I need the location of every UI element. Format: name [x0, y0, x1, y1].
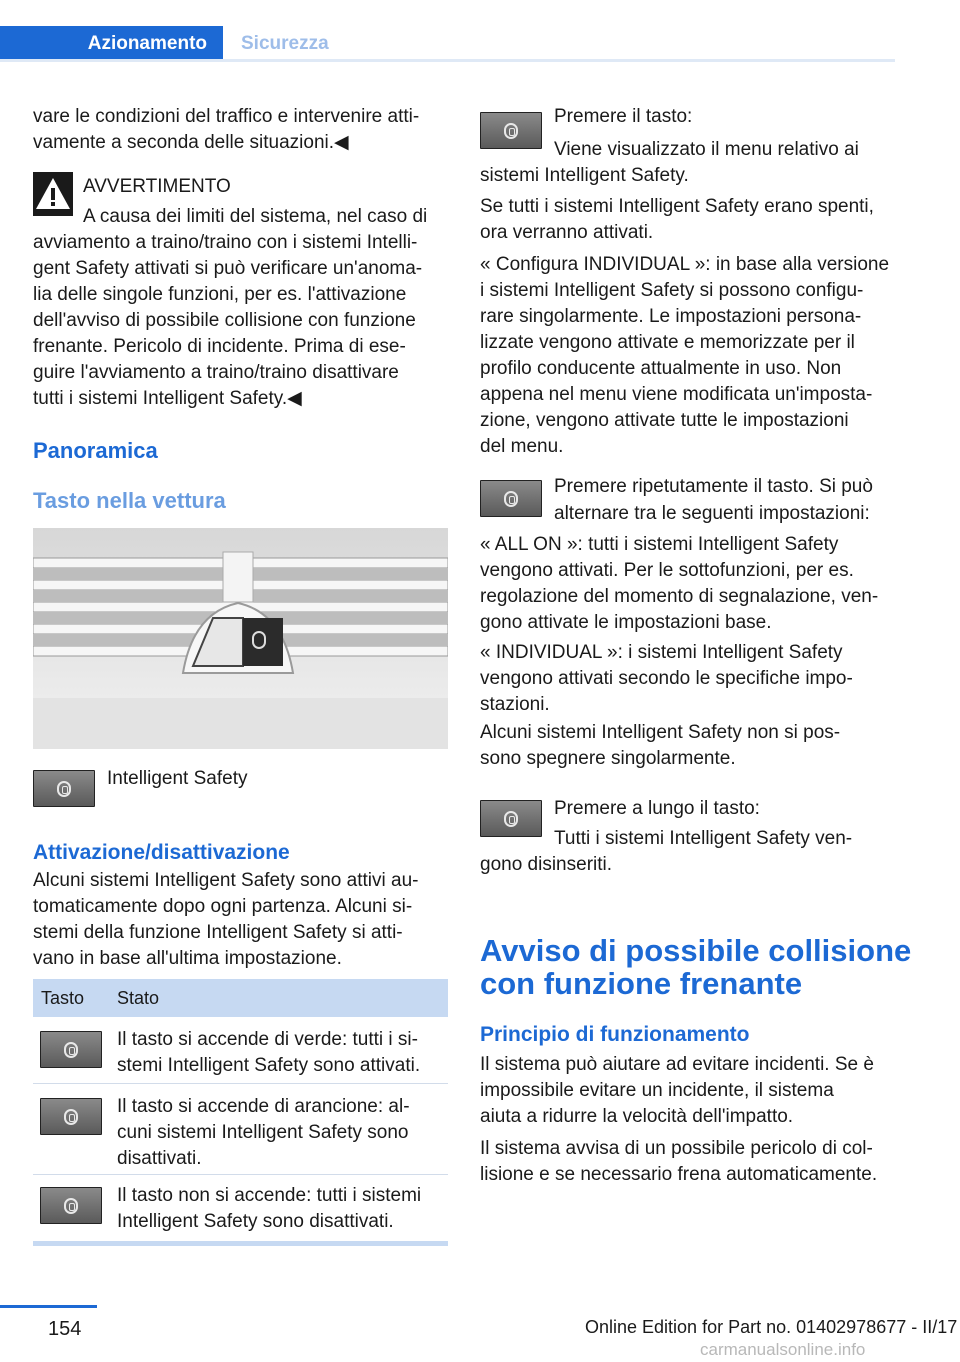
para-spenti [480, 194, 900, 246]
left-intro [33, 104, 453, 156]
heading-avviso-line: Avviso di possibile collisione [480, 933, 912, 968]
text-line: profilo conducente attualmente in uso. Non [480, 358, 842, 379]
para-alcuni [480, 720, 900, 772]
attivazione-text [33, 868, 453, 972]
text-line: lia delle singole funzioni, per es. l'attivazione [33, 284, 407, 305]
intelligent-safety-key-icon [480, 112, 542, 149]
text-line: Alcuni sistemi Intelligent Safety non si pos‐ [480, 722, 841, 743]
para-avvisa [480, 1136, 900, 1188]
text-line: impossibile evitare un incidente, il sistema [480, 1080, 834, 1101]
warning-title-block [83, 174, 453, 200]
key-off-icon [40, 1187, 102, 1224]
text-line: tutti i sistemi Intelligent Safety.◀ [33, 388, 302, 409]
heading-avviso-line: con funzione frenante [480, 966, 803, 1001]
watermark: carmanualsonline.info [700, 1340, 866, 1359]
text-line: Alcuni sistemi Intelligent Safety sono attivi au‐ [33, 870, 419, 891]
heading-avviso [480, 934, 911, 1000]
page-number: 154 [48, 1318, 82, 1340]
text-line: del menu. [480, 436, 564, 457]
text-line: vamente a seconda delle situazioni.◀ [33, 132, 349, 153]
text-line: Il sistema avvisa di un possibile pericolo di col‐ [480, 1138, 873, 1159]
text-line: vengono attivati secondo le specifiche impo‐ [480, 668, 853, 689]
text-line: aiuta a ridurre la velocità dell'impatto. [480, 1106, 794, 1127]
heading-panoramica: Panoramica [33, 438, 158, 463]
text-line: « ALL ON »: tutti i sistemi Intelligent Safety [480, 534, 839, 555]
text-line: lizzate vengono attivate e memorizzate per il [480, 332, 855, 353]
table-cell-stato [117, 1094, 410, 1172]
text-line: vare le condizioni del traffico e intervenire atti‐ [33, 106, 420, 127]
text-line: gent Safety attivati si può verificare un'anoma‐ [33, 258, 423, 279]
heading-attivazione: Attivazione/disattivazione [33, 841, 290, 864]
para-allon [480, 532, 900, 636]
intelligent-safety-key-icon [480, 480, 542, 517]
text-line: disattivati. [117, 1148, 202, 1169]
column-header-tasto: Tasto [41, 988, 85, 1008]
table-bottom-rule [33, 1241, 448, 1246]
text-line: Intelligent Safety sono disattivati. [117, 1211, 394, 1232]
heading-tasto-vettura: Tasto nella vettura [33, 488, 226, 513]
text-line: lisione e se necessario frena automaticamente. [480, 1164, 878, 1185]
warning-title: AVVERTIMENTO [83, 176, 231, 197]
text-line: gono attivate le impostazioni base. [480, 612, 772, 633]
text-line: Il tasto si accende di arancione: al‐ [117, 1096, 410, 1117]
press3-line-c: gono disinseriti. [480, 854, 613, 875]
table-row [33, 1017, 448, 1084]
text-line: Se tutti i sistemi Intelligent Safety erano spenti, [480, 196, 874, 217]
tab-azionamento[interactable]: Azionamento [0, 26, 223, 62]
text-line: appena nel menu viene modificata un'imposta‐ [480, 384, 873, 405]
key-caption: Intelligent Safety [107, 768, 248, 789]
text-line: sono spegnere singolarmente. [480, 748, 736, 769]
press2-line-b: alternare tra le seguenti impostazioni: [554, 503, 870, 524]
table-row [33, 1175, 448, 1241]
text-line: « Configura INDIVIDUAL »: in base alla versione [480, 254, 890, 275]
text-line: vano in base all'ultima impostazione. [33, 948, 342, 969]
text-line: stazioni. [480, 694, 550, 715]
intelligent-safety-key-icon [480, 800, 542, 837]
text-line: tomaticamente dopo ogni partenza. Alcuni si‐ [33, 896, 413, 917]
text-line: dell'avviso di possibile collisione con funzione [33, 310, 416, 331]
text-line: vengono attivati. Per le sottofunzioni, per es. [480, 560, 854, 581]
text-line: stemi Intelligent Safety sono attivati. [117, 1055, 421, 1076]
heading-principio: Principio di funzionamento [480, 1023, 750, 1046]
status-table [33, 979, 448, 1246]
text-line: avviamento a traino/traino con i sistemi Intelli‐ [33, 232, 418, 253]
text-line: Il sistema può aiutare ad evitare incidenti. Se è [480, 1054, 874, 1075]
footer-rule [0, 1305, 97, 1308]
key-orange-icon [40, 1098, 102, 1135]
table-cell-stato [117, 1027, 420, 1079]
text-line: ora verranno attivati. [480, 222, 654, 243]
text-line: Il tasto si accende di verde: tutti i si‐ [117, 1029, 418, 1050]
para-configura [480, 252, 900, 460]
text-line: regolazione del momento di segnalazione, ven‐ [480, 586, 879, 607]
press1-line-a: Premere il tasto: [554, 106, 693, 127]
intelligent-safety-key-icon [33, 770, 95, 807]
edition-note: Online Edition for Part no. 01402978677 - II/17 [585, 1317, 958, 1337]
text-line: zione, vengono attivate tutte le impostazioni [480, 410, 849, 431]
vehicle-button-photo [33, 528, 448, 749]
tab-sicurezza[interactable]: Sicurezza [241, 33, 329, 54]
text-line: guire l'avviamento a traino/traino disattivare [33, 362, 399, 383]
press3-line-b: Tutti i sistemi Intelligent Safety ven‐ [554, 828, 853, 849]
text-line: rare singolarmente. Le impostazioni persona‐ [480, 306, 862, 327]
text-line: Il tasto non si accende: tutti i sistemi [117, 1185, 422, 1206]
table-cell-stato [117, 1183, 421, 1235]
press1-line-c: sistemi Intelligent Safety. [480, 165, 689, 186]
warning-text [33, 204, 453, 412]
text-line: « INDIVIDUAL »: i sistemi Intelligent Safety [480, 642, 843, 663]
text-line: A causa dei limiti del sistema, nel caso di [83, 206, 428, 227]
press1-line-b: Viene visualizzato il menu relativo ai [554, 139, 859, 160]
para-principio [480, 1052, 900, 1130]
key-green-icon [40, 1031, 102, 1068]
table-header [33, 979, 448, 1017]
table-row [33, 1084, 448, 1175]
press2-line-a: Premere ripetutamente il tasto. Si può [554, 476, 873, 497]
text-line: cuni sistemi Intelligent Safety sono [117, 1122, 409, 1143]
para-individual [480, 640, 900, 718]
text-line: frenante. Pericolo di incidente. Prima di ese‐ [33, 336, 406, 357]
press3-line-a: Premere a lungo il tasto: [554, 798, 760, 819]
text-line: i sistemi Intelligent Safety si possono configu‐ [480, 280, 864, 301]
header-rule [0, 59, 895, 62]
column-header-stato: Stato [117, 988, 160, 1008]
page-header [0, 0, 895, 62]
text-line: stemi della funzione Intelligent Safety si atti‐ [33, 922, 403, 943]
